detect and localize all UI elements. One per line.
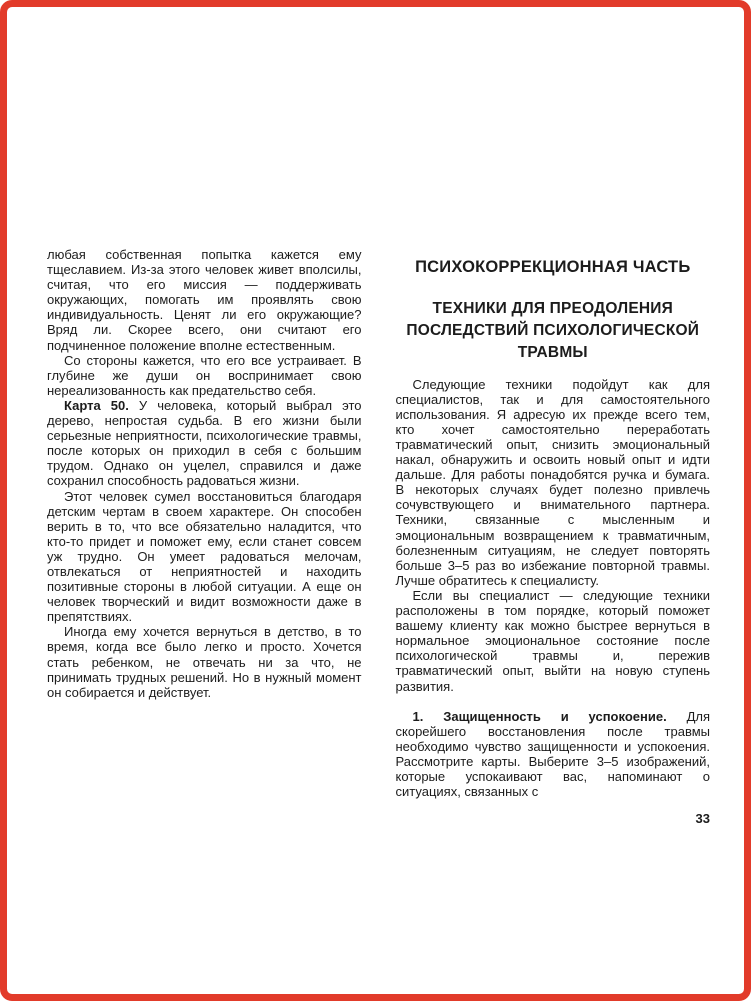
paragraph xyxy=(396,377,711,588)
paragraph-text: любая собственная попытка кажется ему тщеславием. Из-за этого человек живет вполсилы, считая, что его миссия — поддерживать окружающих, помогать им проявлять свою индивидуальность. Ценят ли его окружающие? Вряд ли. Скорее всего, они считают его подчиненное положение вполне естественным. xyxy=(47,247,362,353)
paragraph-lead: 1. Защищенность и успокоение. xyxy=(412,708,687,724)
paragraph-lead: Карта 50. xyxy=(64,397,139,413)
paragraph xyxy=(47,489,362,625)
paragraph-text: У человека, который выбрал это дерево, непростая судьба. В его жизни были серьезные неприятности, психологические травмы, после которых он приходил в себя с большим трудом. Однако он уцелел, справился и даже сохранил способность радоваться жизни. xyxy=(47,397,362,489)
paragraph xyxy=(47,247,362,353)
paragraph xyxy=(47,398,362,489)
paragraph-text: Следующие техники подойдут как для специалистов, так и для самостоятельного использования. Я адресую их прежде всего тем, кто хочет самостоятельно переработать травматический опыт, снизить эмоциональный накал, обнаружить и освоить новый опыт и идти дальше. Для работы понадобятся ручка и бумага. В некоторых случаях будет полезно привлечь сочувствующего и внимательного партнера. Техники, связанные с мысленным и эмоциональным возвращением к травматичным, болезненным ситуациям, не следует повторять больше 3–5 раз во избежание повторной травмы. Лучше обратитесь к специалисту. xyxy=(395,376,710,588)
paragraph xyxy=(396,588,711,694)
paragraph-text: Со стороны кажется, что его все устраивает. В глубине же души он воспринимает свою нереализованность как предательство себя. xyxy=(47,352,362,398)
paragraph-text: Для скорейшего восстановления после травмы необходимо чувство защищенности и успокоения. Рассмотрите карты. Выберите 3–5 изображений, которые успокаивают вас, напоминают о ситуациях, связанных с xyxy=(395,708,710,800)
section-subheading: ТЕХНИКИ ДЛЯ ПРЕОДОЛЕНИЯ ПОСЛЕДСТВИЙ ПСИХОЛОГИЧЕСКОЙ ТРАВМЫ xyxy=(406,299,700,361)
section-heading: ПСИХОКОРРЕКЦИОННАЯ ЧАСТЬ xyxy=(415,258,691,276)
paragraph xyxy=(47,624,362,699)
paragraph xyxy=(396,709,711,800)
paragraph-text: Этот человек сумел восстановиться благодаря детским чертам в своем характере. Он способен верить в то, что все обязательно наладится, что кто-то придет и поможет ему, если станет совсем уж трудно. Он умеет радоваться мелочам, отвлекаться от неприятностей и находить позитивные стороны в любой ситуации. А еще он человек творческий и видит возможности даже в препятствиях. xyxy=(47,488,362,625)
page-number: 33 xyxy=(695,811,710,827)
left-column xyxy=(47,247,362,826)
paragraph xyxy=(47,353,362,398)
paragraph-text: Если вы специалист — следующие техники расположены в том порядке, который поможет вашему клиенту как можно быстрее вернуться в нормальное эмоциональное состояние после психологической травмы и, пережив травматический опыт, выйти на новую ступень развития. xyxy=(395,587,710,694)
page-content xyxy=(7,7,744,826)
right-column xyxy=(396,247,711,826)
paragraph-text: Иногда ему хочется вернуться в детство, в то время, когда все было легко и просто. Хочется стать ребенком, не отвечать ни за что, не принимать трудных решений. Но в нужный момент он собирается и действует. xyxy=(47,624,362,700)
